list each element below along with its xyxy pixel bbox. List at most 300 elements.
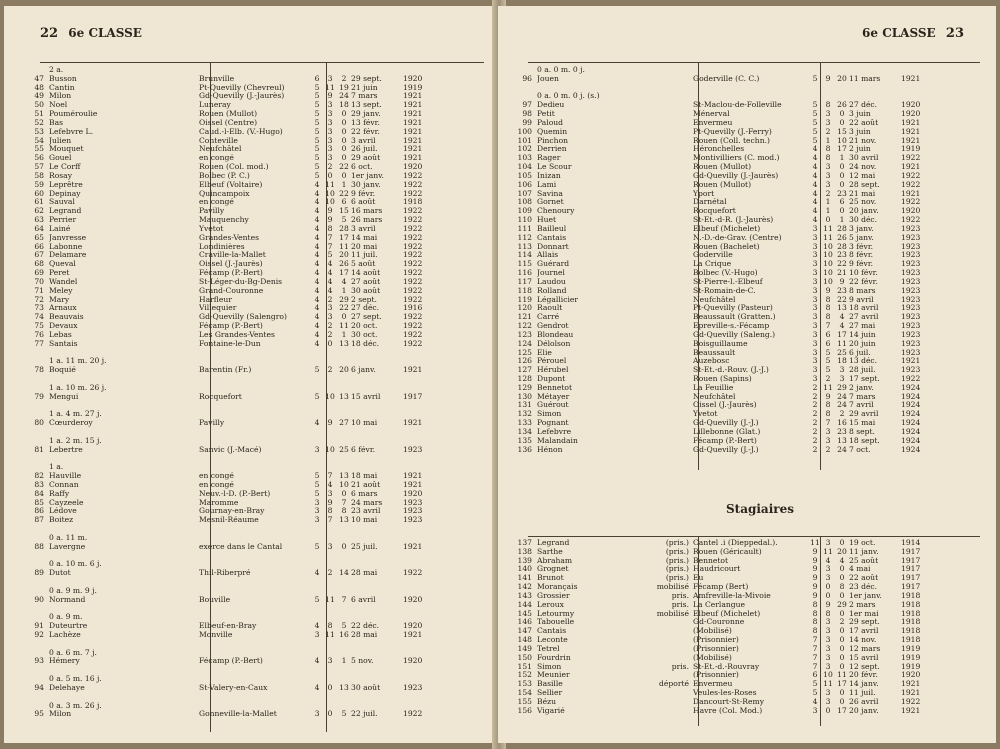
rank-number: 58 xyxy=(34,171,44,180)
promotion-year: 1924 xyxy=(901,436,921,445)
teacher-name: Delamare xyxy=(49,251,87,260)
table-row xyxy=(510,331,931,340)
promotion-date: 3 janv. xyxy=(849,224,874,233)
school-post xyxy=(199,666,311,675)
service-months: 3 xyxy=(825,618,831,627)
promotion-date: 20 janv. xyxy=(849,207,879,216)
rank-number: 137 xyxy=(517,539,532,547)
service-days: 29 xyxy=(339,295,349,304)
promotion-date: 7 avril xyxy=(849,401,874,410)
service-years: 2 xyxy=(812,427,818,436)
school-post: Fécamp (P.-Bert) xyxy=(693,436,757,445)
promotion-date: 14 août xyxy=(351,269,381,278)
teacher-name: Pinchon xyxy=(537,136,569,145)
promotion-date: 29 sept. xyxy=(849,618,880,627)
promotion-date: 30 déc. xyxy=(849,216,878,225)
service-days: 4 xyxy=(341,277,347,286)
promotion-date xyxy=(351,428,403,437)
school-post xyxy=(199,384,311,393)
teacher-name: Milon xyxy=(49,710,72,719)
service-months xyxy=(323,525,337,534)
teacher-name: Savina xyxy=(537,189,563,198)
table-row xyxy=(22,313,433,322)
table-row xyxy=(22,702,433,711)
service-days: 7 xyxy=(341,595,347,604)
promotion-date: 4 mai xyxy=(849,565,871,574)
school-post: St-Romain-de-C. xyxy=(693,286,756,295)
teacher-name: Lachèze xyxy=(49,631,81,639)
service-years: 7 xyxy=(812,644,818,653)
promotion-year xyxy=(403,666,433,675)
teacher-name: Le Scour xyxy=(537,163,572,172)
table-row xyxy=(22,649,433,658)
service-months: 3 xyxy=(825,118,831,127)
promotion-year: 1921 xyxy=(403,480,423,489)
service-months xyxy=(323,666,337,675)
promotion-date: 21 nov. xyxy=(849,136,877,145)
service-months: 3 xyxy=(825,110,831,119)
service-days: 13 xyxy=(339,339,349,348)
rank-number: 127 xyxy=(517,366,532,375)
teacher-name: 0 a. 5 m. 16 j. xyxy=(49,675,102,684)
left-table xyxy=(22,66,433,719)
service-days: 8 xyxy=(341,507,347,516)
school-post: Brunville xyxy=(199,74,235,83)
rank-number: 105 xyxy=(517,171,532,180)
promotion-date: 28 mai xyxy=(351,631,378,639)
rank-number: 85 xyxy=(34,498,44,507)
promotion-date: 6 oct. xyxy=(351,163,373,172)
service-days: 24 xyxy=(837,401,847,410)
service-months xyxy=(323,560,337,569)
rank-number: 123 xyxy=(517,330,532,339)
teacher-name xyxy=(49,693,199,702)
promotion-date xyxy=(351,666,403,675)
service-months: 11 xyxy=(325,631,335,639)
promotion-year: 1921 xyxy=(901,127,921,136)
service-months xyxy=(323,463,337,472)
promotion-year xyxy=(403,437,433,446)
service-days: 18 xyxy=(837,357,847,366)
promotion-date xyxy=(351,640,403,649)
service-days: 1 xyxy=(341,180,347,189)
service-months: 3 xyxy=(825,171,831,180)
service-months: 11 xyxy=(823,680,833,689)
service-years: 3 xyxy=(812,251,818,260)
teacher-name: Cayzeele xyxy=(49,498,84,507)
promotion-date: 26 mars xyxy=(351,216,383,225)
service-months xyxy=(323,534,337,543)
service-years: 3 xyxy=(812,260,818,269)
rank-number: 65 xyxy=(34,233,44,242)
service-days xyxy=(337,463,351,472)
school-post: Yvetot xyxy=(693,410,718,419)
table-row xyxy=(510,539,931,548)
school-post xyxy=(199,675,311,684)
teacher-name: Sarthe xyxy=(537,547,563,556)
promotion-date xyxy=(351,410,403,419)
promotion-year xyxy=(403,534,433,543)
school-post xyxy=(199,605,311,614)
table-row xyxy=(510,269,931,278)
school-post: Fécamp (P.-Bert) xyxy=(199,269,263,278)
promotion-year xyxy=(403,349,433,358)
school-post: Rouen (Col. mod.) xyxy=(199,163,269,172)
service-days: 20 xyxy=(837,74,847,83)
service-days: 11 xyxy=(339,322,349,331)
table-row xyxy=(510,610,931,619)
teacher-name: Legrand xyxy=(537,539,570,547)
promotion-year: 1922 xyxy=(403,171,423,180)
status-note xyxy=(637,627,693,636)
promotion-date: 17 sept. xyxy=(849,374,880,383)
service-years: 5 xyxy=(314,163,320,172)
promotion-year xyxy=(403,375,433,384)
promotion-year: 1922 xyxy=(901,198,921,207)
service-days: 3 xyxy=(839,366,845,375)
service-months: 3 xyxy=(327,489,333,498)
table-row xyxy=(22,401,433,410)
service-years: 4 xyxy=(314,304,320,313)
table-row xyxy=(510,84,931,93)
rank-number: 150 xyxy=(517,653,532,662)
service-months xyxy=(323,437,337,446)
service-days: 0 xyxy=(839,662,845,671)
table-row xyxy=(22,428,433,437)
service-days: 2 xyxy=(341,74,347,83)
rank-number: 54 xyxy=(34,136,44,145)
table-row xyxy=(510,671,931,680)
school-post: Eu xyxy=(693,574,704,583)
service-days xyxy=(337,66,351,75)
service-months xyxy=(323,640,337,649)
teacher-name: 0 a. 11 m. xyxy=(49,533,88,542)
promotion-year: 1920 xyxy=(901,101,921,110)
school-post: Rocquefort xyxy=(199,392,242,401)
teacher-name: Dutot xyxy=(49,569,71,578)
rank-number: 83 xyxy=(34,480,44,489)
rank-number: 68 xyxy=(34,260,44,269)
teacher-name xyxy=(49,375,199,384)
service-years: 7 xyxy=(812,636,818,645)
service-months xyxy=(323,401,337,410)
table-row xyxy=(510,627,931,636)
service-days: 26 xyxy=(339,260,349,269)
school-post: Rouen (Coll. techn.) xyxy=(693,136,770,145)
service-years: 3 xyxy=(314,516,320,525)
promotion-date xyxy=(351,401,403,410)
teacher-name: Leprêtre xyxy=(49,180,83,189)
rank-number xyxy=(22,560,49,569)
rank-number: 73 xyxy=(34,304,44,313)
service-months xyxy=(323,649,337,658)
service-years: 5 xyxy=(812,689,818,698)
teacher-name: Lainé xyxy=(49,224,71,233)
service-months: 10 xyxy=(325,445,335,454)
rank-number: 139 xyxy=(517,556,532,565)
rank-number: 82 xyxy=(34,472,44,481)
school-post: Héronchelles xyxy=(693,145,745,154)
rank-number xyxy=(22,463,49,472)
promotion-year: 1923 xyxy=(901,366,921,375)
school-post: Auzebosc xyxy=(693,357,730,366)
rank-number: 140 xyxy=(517,565,532,574)
rank-number: 84 xyxy=(34,489,44,498)
promotion-date: 30 oct. xyxy=(351,330,378,339)
table-row xyxy=(22,349,433,358)
service-years: 4 xyxy=(314,251,320,260)
school-post: Elbeuf-en-Bray xyxy=(199,622,257,631)
service-days: 22 xyxy=(837,295,847,304)
table-row xyxy=(510,446,931,455)
teacher-name: Peret xyxy=(49,269,70,278)
teacher-name: Lefebvre L. xyxy=(49,127,93,136)
service-months: 8 xyxy=(825,304,831,313)
service-months: 3 xyxy=(825,697,831,706)
school-post xyxy=(199,552,311,561)
promotion-year: 1921 xyxy=(403,472,423,481)
promotion-date: 27 août xyxy=(351,277,381,286)
promotion-year: 1918 xyxy=(403,198,423,207)
service-years xyxy=(311,410,323,419)
rank-number xyxy=(22,375,49,384)
service-days: 1 xyxy=(341,286,347,295)
rank-number xyxy=(22,454,49,463)
service-days: 0 xyxy=(341,145,347,154)
promotion-date: 27 mai xyxy=(849,322,876,331)
service-days: 14 xyxy=(339,569,349,578)
service-days: 25 xyxy=(339,445,349,454)
service-months: 10 xyxy=(823,277,833,286)
status-note: mobilisé xyxy=(656,583,689,592)
service-years: 7 xyxy=(812,662,818,671)
rank-number: 107 xyxy=(517,189,532,198)
table-row xyxy=(22,507,433,516)
service-years: 5 xyxy=(314,136,320,145)
promotion-date: 6 août xyxy=(351,198,376,207)
service-days: 5 xyxy=(341,622,347,631)
service-years: 4 xyxy=(812,189,818,198)
promotion-year: 1919 xyxy=(403,83,423,92)
status-note: (pris.) xyxy=(665,574,689,583)
teacher-name xyxy=(49,578,199,587)
service-years: 2 xyxy=(812,436,818,445)
service-months: 10 xyxy=(823,671,833,680)
school-post: Rouen (Mullot) xyxy=(693,180,752,189)
rank-number: 135 xyxy=(517,436,532,445)
table-row xyxy=(22,366,433,375)
service-months: 4 xyxy=(327,277,333,286)
table-row xyxy=(510,110,931,119)
teacher-name: Queval xyxy=(49,260,76,269)
promotion-year: 1923 xyxy=(901,286,921,295)
promotion-date: 6 janv. xyxy=(351,366,376,375)
teacher-name: Jouen xyxy=(537,74,559,83)
service-days: 28 xyxy=(339,224,349,233)
promotion-date xyxy=(351,66,403,75)
rank-number: 147 xyxy=(517,627,532,636)
school-post: Elbeuf (Voltaire) xyxy=(199,180,263,189)
promotion-year xyxy=(403,605,433,614)
service-months: 9 xyxy=(825,74,831,83)
teacher-name: Grossier xyxy=(537,591,570,600)
service-months: 0 xyxy=(825,583,831,592)
status-note: (pris.) xyxy=(665,547,689,556)
service-years: 11 xyxy=(810,539,820,547)
teacher-name: Sellier xyxy=(537,689,563,698)
service-days: 0 xyxy=(341,313,347,322)
promotion-year: 1922 xyxy=(901,154,921,163)
teacher-name: Mouquet xyxy=(49,145,84,154)
promotion-year: 1921 xyxy=(403,110,423,119)
school-post xyxy=(693,84,809,93)
rank-number: 62 xyxy=(34,207,44,216)
rank-number: 117 xyxy=(517,277,532,286)
service-years: 3 xyxy=(812,339,818,348)
service-months: 8 xyxy=(825,410,831,419)
table-row xyxy=(510,557,931,566)
rank-number xyxy=(22,384,49,393)
right-page-number: 23 xyxy=(945,26,964,41)
promotion-date xyxy=(351,613,403,622)
service-years xyxy=(311,437,323,446)
promotion-date: 27 déc. xyxy=(351,304,380,313)
rank-number: 57 xyxy=(34,163,44,172)
service-months: 3 xyxy=(825,427,831,436)
school-post: Pavilly xyxy=(199,419,225,428)
promotion-year: 1919 xyxy=(901,145,921,154)
teacher-name: Duteurtre xyxy=(49,622,88,631)
service-years: 3 xyxy=(812,304,818,313)
promotion-year xyxy=(901,92,931,101)
promotion-date xyxy=(351,702,403,711)
service-days xyxy=(337,552,351,561)
service-years xyxy=(311,666,323,675)
service-months: 3 xyxy=(825,574,831,583)
service-years: 3 xyxy=(314,507,320,516)
rank-number xyxy=(22,613,49,622)
promotion-date: 12 mai xyxy=(849,171,876,180)
table-row xyxy=(22,145,433,154)
service-months: 10 xyxy=(325,392,335,401)
teacher-name: 2 a. xyxy=(49,66,64,74)
school-post: Elbeuf (Michelet) xyxy=(693,609,761,618)
promotion-year xyxy=(901,66,931,75)
school-post: Londinières xyxy=(199,242,245,251)
service-years: 2 xyxy=(812,401,818,410)
table-row xyxy=(22,454,433,463)
service-months: 0 xyxy=(825,216,831,225)
service-months: 11 xyxy=(325,595,335,604)
status-note xyxy=(637,707,693,716)
promotion-year xyxy=(403,454,433,463)
service-months: 4 xyxy=(327,286,333,295)
teacher-name: Inizan xyxy=(537,171,561,180)
table-row xyxy=(510,225,931,234)
promotion-year: 1920 xyxy=(901,671,921,680)
promotion-date: 9 févr. xyxy=(351,189,376,198)
promotion-year: 1922 xyxy=(403,189,423,198)
service-days: 0 xyxy=(341,136,347,145)
service-years: 9 xyxy=(812,547,818,556)
table-row xyxy=(510,548,931,557)
table-row xyxy=(510,592,931,601)
table-row xyxy=(22,463,433,472)
service-years: 6 xyxy=(314,74,320,83)
school-post: Rouen (Mullot) xyxy=(693,163,752,172)
promotion-year: 1922 xyxy=(403,233,423,242)
service-days: 24 xyxy=(837,445,847,454)
school-post: Rouen (Bachelet) xyxy=(693,242,760,251)
promotion-year xyxy=(403,702,433,711)
teacher-name xyxy=(49,666,199,675)
service-days: 0 xyxy=(839,697,845,706)
service-days: 13 xyxy=(837,436,847,445)
teacher-name: Bas xyxy=(49,118,64,127)
service-years xyxy=(311,401,323,410)
promotion-year: 1924 xyxy=(901,392,921,401)
school-post: St-Pierre-l.-Elbeuf xyxy=(693,277,763,286)
rank-number xyxy=(22,410,49,419)
table-row xyxy=(22,66,433,75)
service-days: 13 xyxy=(339,392,349,401)
school-post xyxy=(199,693,311,702)
rank-number: 53 xyxy=(34,127,44,136)
promotion-date: 14 nov. xyxy=(849,636,877,645)
service-months: 10 xyxy=(325,189,335,198)
service-years: 4 xyxy=(812,171,818,180)
rank-number: 99 xyxy=(522,118,532,127)
promotion-year xyxy=(403,649,433,658)
rank-number: 143 xyxy=(517,591,532,600)
school-post: Dancourt-St-Remy xyxy=(693,697,764,706)
promotion-date: 6 févr. xyxy=(351,445,376,454)
promotion-date: 27 déc. xyxy=(849,101,878,110)
promotion-year: 1923 xyxy=(901,313,921,322)
promotion-year: 1917 xyxy=(403,392,423,401)
service-years: 5 xyxy=(314,101,320,110)
service-days: 1 xyxy=(839,154,845,163)
table-row xyxy=(22,181,433,190)
school-post: Gournay-en-Bray xyxy=(199,507,265,516)
school-post xyxy=(199,454,311,463)
service-months: 3 xyxy=(327,118,333,127)
service-years xyxy=(311,349,323,358)
promotion-date xyxy=(351,384,403,393)
table-row xyxy=(510,287,931,296)
rank-number xyxy=(510,66,537,75)
rank-number: 55 xyxy=(34,145,44,154)
school-post: La Feuillie xyxy=(693,383,734,392)
school-post: Goderville (C. C.) xyxy=(693,74,760,83)
rank-number: 114 xyxy=(517,251,532,260)
service-months: 2 xyxy=(327,330,333,339)
service-days xyxy=(337,357,351,366)
service-days xyxy=(337,375,351,384)
teacher-name: Boquié xyxy=(49,366,76,375)
teacher-name: Journel xyxy=(537,269,565,278)
promotion-date: 30 janv. xyxy=(351,180,381,189)
service-days xyxy=(337,587,351,596)
service-years xyxy=(311,578,323,587)
promotion-date: 12 mars xyxy=(849,644,881,653)
promotion-year: 1921 xyxy=(403,419,423,428)
service-years xyxy=(311,640,323,649)
rank-number: 93 xyxy=(34,657,44,666)
school-post: Fécamp (P.-Bert) xyxy=(199,657,263,666)
rank-number xyxy=(22,357,49,366)
school-post xyxy=(199,428,311,437)
